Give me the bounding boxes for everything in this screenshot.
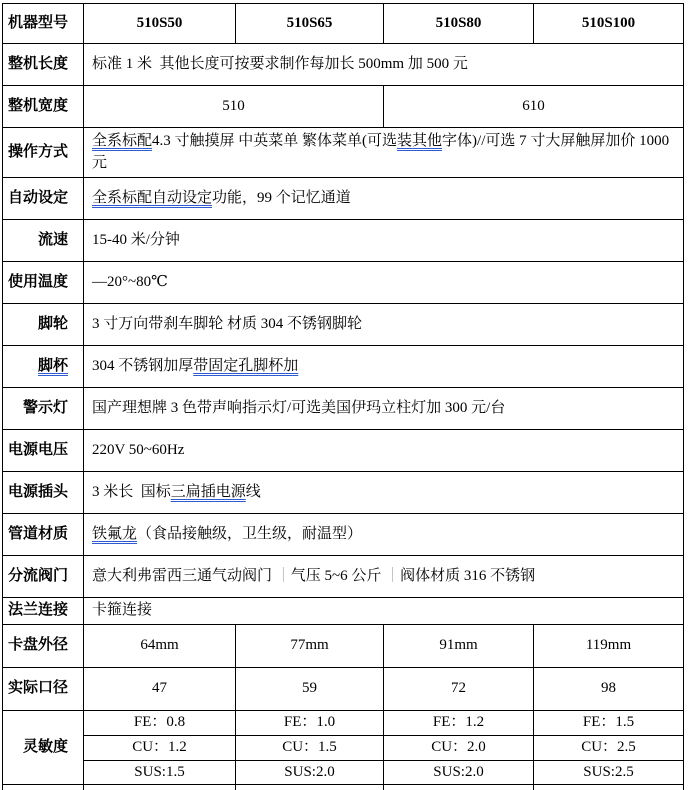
row-operating-temperature bbox=[3, 262, 684, 304]
row-foot-cups bbox=[3, 346, 684, 388]
overall-width-right: 610 bbox=[384, 86, 684, 128]
row-overall-length bbox=[3, 44, 684, 86]
plain-text: （食品接触级，卫生级，耐温型） bbox=[137, 525, 363, 542]
chuck-od-cell: 119mm bbox=[534, 625, 684, 668]
sensitivity-sus-cell: SUS:2.5 bbox=[534, 760, 684, 785]
auto-setting-value bbox=[84, 178, 684, 220]
row-clipped-partial bbox=[3, 785, 684, 790]
grammar-underlined-text: 全系标配自动设定 bbox=[92, 189, 213, 206]
plain-text: 4.3 寸触摸屏 中英菜单 繁体菜单(可选 bbox=[152, 132, 398, 149]
plain-text: 线 bbox=[245, 483, 261, 500]
grammar-underlined-label: 脚杯 bbox=[37, 357, 68, 374]
partial-cell bbox=[84, 785, 236, 790]
model-cell: 510S65 bbox=[236, 4, 384, 44]
plain-text: 功能，99 个记忆通道 bbox=[212, 189, 351, 206]
row-label-diverter-valve: 分流阀门 bbox=[3, 556, 84, 598]
partial-cell bbox=[534, 785, 684, 790]
sensitivity-cu-cell: CU：1.2 bbox=[84, 735, 236, 760]
caliber-cell: 47 bbox=[84, 668, 236, 711]
pipe-separator: ｜ bbox=[385, 567, 401, 584]
plain-text: 3 米长 国标 bbox=[92, 483, 171, 500]
row-actual-caliber bbox=[3, 668, 684, 711]
plain-text: 气压 5~6 公斤 bbox=[290, 567, 386, 584]
row-warning-light bbox=[3, 388, 684, 430]
chuck-od-cell: 64mm bbox=[84, 625, 236, 668]
caliber-cell: 72 bbox=[384, 668, 534, 711]
partial-cell bbox=[3, 785, 84, 790]
row-label-pipe-material: 管道材质 bbox=[3, 514, 84, 556]
row-overall-width bbox=[3, 86, 684, 128]
row-label-operating-temperature: 使用温度 bbox=[3, 262, 84, 304]
warning-light-value: 国产理想牌 3 色带声响指示灯/可选美国伊玛立柱灯加 300 元/台 bbox=[84, 388, 684, 430]
row-machine-model bbox=[3, 4, 684, 44]
flow-speed-value: 15-40 米/分钟 bbox=[84, 220, 684, 262]
plain-text: 意大利弗雷西三通气动阀门 bbox=[92, 567, 276, 584]
row-label-flange-connection: 法兰连接 bbox=[3, 598, 84, 625]
power-plug-value bbox=[84, 472, 684, 514]
pipe-separator: ｜ bbox=[275, 567, 291, 584]
row-sensitivity-cu bbox=[3, 735, 684, 760]
row-label-power-voltage: 电源电压 bbox=[3, 430, 84, 472]
grammar-underlined-text: 全系标配 bbox=[92, 132, 153, 149]
overall-width-left: 510 bbox=[84, 86, 384, 128]
row-label-chuck-outer-diameter: 卡盘外径 bbox=[3, 625, 84, 668]
pipe-material-value bbox=[84, 514, 684, 556]
sensitivity-cu-cell: CU：2.0 bbox=[384, 735, 534, 760]
overall-length-value: 标准 1 米 其他长度可按要求制作每加长 500mm 加 500 元 bbox=[84, 44, 684, 86]
operating-temperature-value: —20°~80℃ bbox=[84, 262, 684, 304]
grammar-underlined-text: 带固定孔脚杯加 bbox=[193, 357, 299, 374]
plain-text: 阀体材质 316 不锈钢 bbox=[400, 567, 536, 584]
row-label-machine-model: 机器型号 bbox=[3, 4, 84, 44]
sensitivity-sus-cell: SUS:2.0 bbox=[236, 760, 384, 785]
power-voltage-value: 220V 50~60Hz bbox=[84, 430, 684, 472]
row-label-warning-light: 警示灯 bbox=[3, 388, 84, 430]
row-flow-speed bbox=[3, 220, 684, 262]
row-casters bbox=[3, 304, 684, 346]
model-cell: 510S80 bbox=[384, 4, 534, 44]
row-label-sensitivity: 灵敏度 bbox=[3, 711, 84, 785]
sensitivity-sus-cell: SUS:2.0 bbox=[384, 760, 534, 785]
row-pipe-material bbox=[3, 514, 684, 556]
caliber-cell: 59 bbox=[236, 668, 384, 711]
row-label-power-plug: 电源插头 bbox=[3, 472, 84, 514]
flange-connection-value: 卡箍连接 bbox=[84, 598, 684, 625]
row-diverter-valve bbox=[3, 556, 684, 598]
row-label-auto-setting: 自动设定 bbox=[3, 178, 84, 220]
row-label-casters: 脚轮 bbox=[3, 304, 84, 346]
casters-value: 3 寸万向带刹车脚轮 材质 304 不锈钢脚轮 bbox=[84, 304, 684, 346]
row-flange-connection bbox=[3, 598, 684, 625]
row-operation-mode bbox=[3, 128, 684, 178]
row-power-voltage bbox=[3, 430, 684, 472]
diverter-valve-value bbox=[84, 556, 684, 598]
row-power-plug bbox=[3, 472, 684, 514]
sensitivity-fe-cell: FE：1.5 bbox=[534, 711, 684, 736]
model-cell: 510S50 bbox=[84, 4, 236, 44]
operation-mode-value bbox=[84, 128, 684, 178]
grammar-underlined-text: 铁氟龙 bbox=[92, 525, 138, 542]
row-label-overall-length: 整机长度 bbox=[3, 44, 84, 86]
plain-text: 304 不锈钢加厚 bbox=[92, 357, 194, 374]
row-sensitivity-fe bbox=[3, 711, 684, 736]
chuck-od-cell: 91mm bbox=[384, 625, 534, 668]
sensitivity-sus-cell: SUS:1.5 bbox=[84, 760, 236, 785]
sensitivity-fe-cell: FE：0.8 bbox=[84, 711, 236, 736]
spec-table bbox=[2, 3, 684, 790]
row-label-operation-mode: 操作方式 bbox=[3, 128, 84, 178]
row-label-actual-caliber: 实际口径 bbox=[3, 668, 84, 711]
foot-cups-value bbox=[84, 346, 684, 388]
grammar-underlined-text: 三扁插电源 bbox=[170, 483, 246, 500]
row-sensitivity-sus bbox=[3, 760, 684, 785]
partial-cell bbox=[384, 785, 534, 790]
row-auto-setting bbox=[3, 178, 684, 220]
sensitivity-cu-cell: CU：1.5 bbox=[236, 735, 384, 760]
sensitivity-fe-cell: FE：1.0 bbox=[236, 711, 384, 736]
plain-text: 字体)//可选 7 寸大屏触屏加价 1000 元 bbox=[92, 132, 673, 171]
partial-cell bbox=[236, 785, 384, 790]
grammar-underlined-text: 装其他 bbox=[397, 132, 443, 149]
row-label-flow-speed: 流速 bbox=[3, 220, 84, 262]
chuck-od-cell: 77mm bbox=[236, 625, 384, 668]
sensitivity-cu-cell: CU：2.5 bbox=[534, 735, 684, 760]
row-label-overall-width: 整机宽度 bbox=[3, 86, 84, 128]
row-chuck-outer-diameter bbox=[3, 625, 684, 668]
row-label-foot-cups bbox=[3, 346, 84, 388]
caliber-cell: 98 bbox=[534, 668, 684, 711]
sensitivity-fe-cell: FE：1.2 bbox=[384, 711, 534, 736]
model-cell: 510S100 bbox=[534, 4, 684, 44]
